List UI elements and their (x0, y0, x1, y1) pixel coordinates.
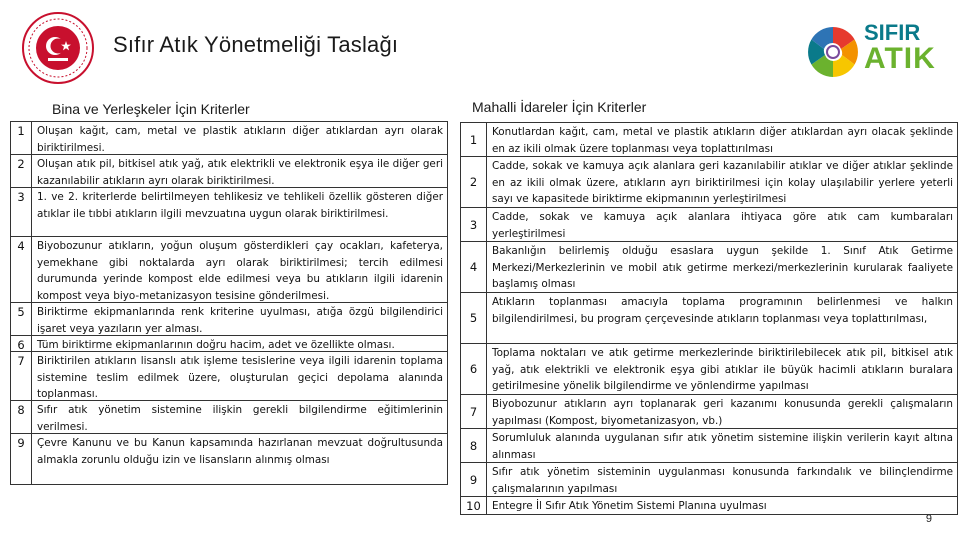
logo-text-sifir: SIFIR (864, 20, 921, 45)
row-number: 6 (11, 336, 32, 352)
logo-text-atik: ATIK (864, 42, 936, 75)
right-heading: Mahalli İdareler İçin Kriterler (472, 99, 647, 115)
row-number: 2 (461, 157, 487, 208)
left-heading: Bina ve Yerleşkeler İçin Kriterler (52, 101, 250, 117)
row-number: 9 (11, 434, 32, 484)
criterion-text: Toplama noktaları ve atık getirme merkezlerinde biriktirilebilecek atık pil, bitkisel atık yağ, atık elektrikli ve elektronik eşya gibi atıklar ile büyük hacimli atıkların buralara getirilmesine yönelik bilgilendirme ve yönlendirme yapılması (487, 344, 957, 395)
criterion-text: Entegre İl Sıfır Atık Yönetim Sistemi Planına uyulması (492, 500, 767, 512)
row-number: 7 (461, 395, 487, 429)
row-number: 8 (461, 429, 487, 463)
criterion-text: Konutlardan kağıt, cam, metal ve plastik atıkların diğer atıklardan ayrı olacak şeklinde en az ikili olmak üzere toplanması veya toplattırılması (487, 123, 957, 157)
criterion-text: Sıfır atık yönetim sisteminin uygulanması konusunda farkındalık ve bilinçlendirme çalışmalarının yapılması (487, 463, 957, 497)
row-number: 7 (11, 352, 32, 401)
row-number: 6 (461, 344, 487, 395)
criterion-text: Biyobozunur atıkların ayrı toplanarak geri kazanımı konusunda gerekli çalışmaların yapılması (Kompost, biyometanizasyon, vb.) (487, 395, 957, 429)
row-number: 3 (461, 208, 487, 242)
criterion-text: Oluşan kağıt, cam, metal ve plastik atıkların diğer atıklardan ayrı olarak biriktirilmesi. (32, 122, 447, 155)
row-number: 10 (461, 497, 487, 514)
criterion-text: Çevre Kanunu ve bu Kanun kapsamında hazırlanan mevzuat doğrultusunda almakla zorunlu olduğu izin ve lisansların alınmış olması (37, 437, 443, 466)
row-number: 2 (11, 155, 32, 188)
row-number: 4 (11, 237, 32, 303)
row-number: 8 (11, 401, 32, 434)
ministry-emblem-icon (20, 10, 96, 86)
row-number: 1 (11, 122, 32, 155)
criterion-text: Biriktirme ekipmanlarında renk kriterine uyulması, atığa özgü bilgilendirici işaret veya yazıların yer alması. (32, 303, 447, 336)
building-criteria-table (10, 121, 448, 485)
criterion-text: 1. ve 2. kriterlerde belirtilmeyen tehlikesiz ve tehlikeli özellik gösteren diğer atıklar ile tıbbi atıkların ilgili mevzuatına uygun olarak biriktirilmesi. (32, 188, 447, 237)
criterion-text: Atıkların toplanması amacıyla toplama programının belirlenmesi ve halkın bilgilendirilmesi, bu program çerçevesinde atıkların toplanması veya toplattırılması, (487, 293, 957, 344)
row-number: 1 (461, 123, 487, 157)
row-number: 3 (11, 188, 32, 237)
criterion-text: Bakanlığın belirlemiş olduğu esaslara uygun şekilde 1. Sınıf Atık Getirme Merkezi/Merkezlerinin ve mobil atık getirme merkezi/merkezlerinin kurularak faaliyete başlamış olması (487, 242, 957, 293)
page-title: Sıfır Atık Yönetmeliği Taslağı (113, 32, 399, 57)
criterion-text: Tüm biriktirme ekipmanlarının doğru hacim, adet ve özellikte olması. (32, 336, 447, 352)
criterion-text: Oluşan atık pil, bitkisel atık yağ, atık elektrikli ve elektronik eşya ile diğer geri kazanılabilir atıkların ayrı olarak biriktirilmesi. (32, 155, 447, 188)
row-number: 4 (461, 242, 487, 293)
criterion-text: Cadde, sokak ve kamuya açık alanlara ihtiyaca göre atık cam kumbaraları yerleştirilmesi (487, 208, 957, 242)
criterion-text: Biriktirilen atıkların lisanslı atık işleme tesislerine veya ilgili idarenin toplama sistemine teslim edilmek üzere, oluşturulan geçici depolama alanında toplanması. (32, 352, 447, 401)
criterion-text: Sıfır atık yönetim sistemine ilişkin gerekli bilgilendirme eğitimlerinin verilmesi. (32, 401, 447, 434)
page-number: 9 (925, 513, 932, 525)
row-number: 5 (11, 303, 32, 336)
criterion-text: Sorumluluk alanında uygulanan sıfır atık yönetim sistemine ilişkin verilerin kayıt altına alınması (487, 429, 957, 463)
municipality-criteria-table (460, 122, 958, 515)
criterion-text: Biyobozunur atıkların, yoğun oluşum gösterdikleri çay ocakları, kafeterya, yemekhane gibi noktalarda ayrı olarak biriktirilmesi; tercih edilmesi durumunda yerinde kompost elde edilmesi veya bu atıkların ilgili idarenin kompost veya biyo-metanizasyon tesisine gönderilmesi. (32, 237, 447, 303)
row-number: 9 (461, 463, 487, 497)
criterion-text: Cadde, sokak ve kamuya açık alanlara geri kazanılabilir atıklar ve diğer atıklar şeklinde en az ikili olmak üzere, atıkların ayrı biriktirilmesi için kolay ulaşılabilir yerlere yeterli sayı ve kapasitede biriktirme ekipmanının yerleştirilmesi (487, 157, 957, 208)
row-number: 5 (461, 293, 487, 344)
